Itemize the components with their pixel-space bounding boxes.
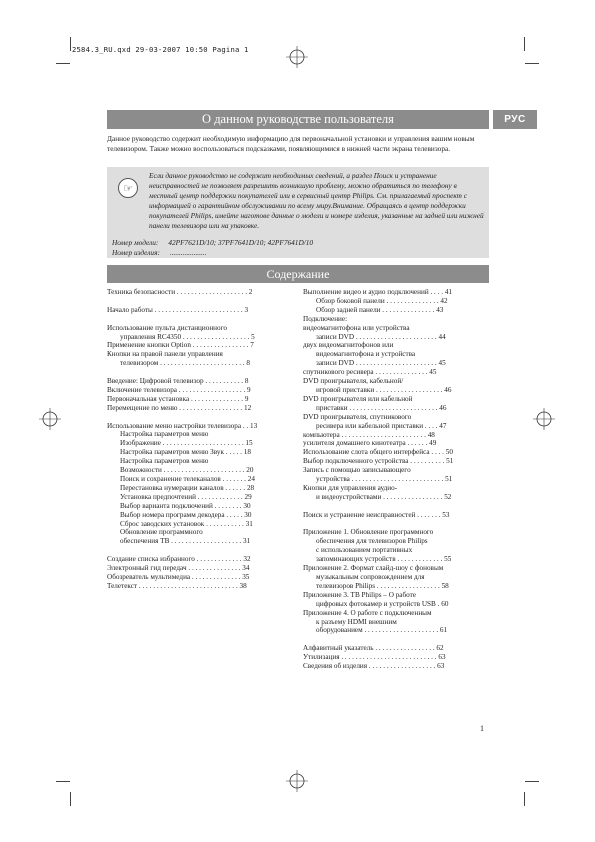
toc-entry[interactable]: обеспечения ТВ . . . . . . . . . . . . . . . . . . . . 31 [120, 537, 251, 546]
toc-entry[interactable]: оборудованием . . . . . . . . . . . . . . . . . . . . . 61 [316, 626, 448, 635]
toc-entry[interactable]: Перемещение по меню . . . . . . . . . . . . . . . . . . 12 [107, 403, 252, 412]
toc-entry[interactable]: записи DVD . . . . . . . . . . . . . . . . . . . . . . . 45 [316, 359, 446, 368]
toc-entry[interactable]: Установка предпочтений . . . . . . . . . . . . . 29 [120, 492, 252, 501]
toc-spacer [107, 368, 291, 377]
toc-entry[interactable]: Начало работы . . . . . . . . . . . . . . . . . . . . . . . . . 3 [107, 305, 249, 314]
page-number: 1 [480, 724, 484, 733]
registration-mark-icon [533, 408, 555, 430]
registration-mark-icon [286, 46, 308, 68]
toc-entry[interactable]: устройства . . . . . . . . . . . . . . . . . . . . . . . . . . 51 [316, 475, 453, 484]
toc-entry[interactable]: запоминающих устройств . . . . . . . . . . . . . 55 [316, 555, 452, 564]
toc-entry[interactable]: управления RC4350 . . . . . . . . . . . . . . . . . . . 5 [120, 332, 255, 341]
toc-title: Содержание [107, 265, 489, 283]
toc-entry[interactable]: Возможности . . . . . . . . . . . . . . . . . . . . . . . 20 [120, 466, 254, 475]
toc-entry[interactable]: DVD проигрывателя, кабельной/ [303, 377, 404, 386]
page-title: О данном руководстве пользователя [107, 110, 489, 129]
toc-entry[interactable]: Использование пульта дистанционного [107, 323, 227, 332]
model-info [112, 238, 482, 258]
model-label: Номер модели: [112, 238, 159, 247]
toc-entry[interactable]: DVD проигрывателя или кабельной [303, 394, 413, 403]
toc-entry[interactable]: компьютера . . . . . . . . . . . . . . . . . . . . . . . . 48 [303, 430, 435, 439]
toc-entry[interactable]: Утилизация . . . . . . . . . . . . . . . . . . . . . . . . . . . 63 [303, 653, 446, 662]
model-value: 42PF7621D/10; 37PF7641D/10; 42PF7641D/10 [168, 238, 314, 247]
toc-entry[interactable]: ресивера или кабельной приставки . . . . 47 [316, 421, 447, 430]
registration-mark-icon [39, 408, 61, 430]
toc-entry[interactable]: усилителя домашнего кинотеатра . . . . . . 49 [303, 439, 437, 448]
toc-entry[interactable]: Подключение: [303, 314, 348, 323]
toc-entry[interactable]: Выполнение видео и аудио подключений . . . . 41 [303, 288, 453, 296]
toc-entry[interactable]: Поиск и устранение неисправностей . . . . . . . 53 [303, 510, 450, 519]
toc-entry[interactable]: Телетекст . . . . . . . . . . . . . . . . . . . . . . . . . . . . 38 [107, 581, 247, 590]
toc-entry[interactable]: Выбор подключенного устройства . . . . . . . . . . 51 [303, 457, 454, 466]
toc-entry[interactable]: с использованием портативных [316, 546, 413, 555]
toc-entry[interactable]: Кнопки для управления аудио- [303, 483, 398, 492]
toc-entry[interactable]: Первоначальная установка . . . . . . . . . . . . . . . 9 [107, 394, 249, 403]
crop-mark [524, 792, 525, 806]
toc-entry[interactable]: к разъему HDMI внешним [316, 617, 397, 626]
print-slug: 2584.3_RU.qxd 29-03-2007 10:50 Pagina 1 [72, 45, 249, 54]
crop-mark [525, 781, 539, 782]
toc-entry[interactable]: Приложение 2. Формат слайд-шоу с фоновым [303, 564, 444, 573]
crop-mark [56, 781, 70, 782]
toc-spacer [303, 520, 487, 529]
toc-entry[interactable]: Выбор варианта подключений . . . . . . . . 30 [120, 501, 251, 510]
toc-spacer [303, 635, 487, 644]
toc-entry[interactable]: Настройка параметров меню [120, 430, 209, 439]
toc-entry[interactable]: Приложение 4. О работе с подключенным [303, 608, 432, 617]
toc-column-left [107, 288, 291, 591]
toc-entry[interactable]: Поиск и сохранение телеканалов . . . . . . . 24 [120, 474, 255, 483]
crop-mark [70, 792, 71, 806]
toc-entry[interactable]: Включение телевизора . . . . . . . . . . . . . . . . . . . 9 [107, 385, 251, 394]
toc-entry[interactable]: Сведения об изделия . . . . . . . . . . . . . . . . . . . 63 [303, 662, 445, 671]
registration-mark-icon [286, 770, 308, 792]
toc-entry[interactable]: музыкальным сопровождением для [316, 572, 425, 581]
product-value: .................... [169, 248, 207, 257]
toc-spacer [107, 546, 291, 555]
language-tab: РУС [493, 110, 537, 129]
toc-entry[interactable]: Применение кнопки Option . . . . . . . . . . . . . . . . 7 [107, 341, 254, 350]
toc-column-right [303, 288, 487, 671]
product-label: Номер изделия: [112, 248, 160, 257]
toc-entry[interactable]: Приложение 1. Обновление программного [303, 528, 434, 537]
toc-entry[interactable]: записи DVD . . . . . . . . . . . . . . . . . . . . . . . 44 [316, 332, 446, 341]
toc-entry[interactable]: приставки . . . . . . . . . . . . . . . . . . . . . . . . . 46 [316, 403, 447, 412]
toc-entry[interactable]: Настройка параметров меню [120, 457, 209, 466]
toc-entry[interactable]: видеомагнитофона или устройства [303, 323, 410, 332]
toc-entry[interactable]: обеспечения для телевизоров Philips [316, 537, 428, 546]
toc-entry[interactable]: игровой приставки . . . . . . . . . . . . . . . . . . . 46 [316, 385, 452, 394]
toc-entry[interactable]: Обзор боковой панели . . . . . . . . . . . . . . . 42 [316, 296, 448, 305]
toc-entry[interactable]: Сброс заводских установок . . . . . . . . . . . 31 [120, 519, 253, 528]
toc-entry[interactable]: Перестановка нумерации каналов . . . . . . 28 [120, 483, 255, 492]
note-box [107, 167, 489, 258]
toc-entry[interactable]: двух видеомагнитофонов или [303, 341, 394, 350]
toc-entry[interactable]: Обновление программного [120, 528, 203, 537]
toc-entry[interactable]: Электронный гид передач . . . . . . . . . . . . . . . 34 [107, 564, 250, 573]
crop-mark [70, 37, 71, 51]
toc-entry[interactable]: Техника безопасности . . . . . . . . . . . . . . . . . . . . 2 [107, 288, 253, 296]
toc-entry[interactable]: Обозреватель мультимедиа . . . . . . . . . . . . . . 35 [107, 572, 250, 581]
help-hand-icon: ☞ [118, 178, 138, 198]
toc-entry[interactable]: Запись с помощью записывающего [303, 466, 411, 475]
toc-entry[interactable]: телевизором . . . . . . . . . . . . . . . . . . . . . . . . 8 [120, 359, 250, 368]
toc-entry[interactable]: Обзор задней панели . . . . . . . . . . . . . . . 43 [316, 305, 444, 314]
toc-entry[interactable]: спутникового ресивера . . . . . . . . . . . . . . . 45 [303, 368, 437, 377]
intro-paragraph: Данное руководство содержит необходимую информацию для первоначальной установки и управления вашим новым телевизором. Также можно воспользоваться подсказками, появляющимися в нижней части экрана телевизора. [107, 134, 475, 153]
toc-entry[interactable]: Выбор номера программ декодера . . . . . 30 [120, 510, 252, 519]
toc-spacer [107, 297, 291, 306]
toc-entry[interactable]: DVD проигрывателя, спутникового [303, 412, 412, 421]
toc-entry[interactable]: и видеоустройствами . . . . . . . . . . . . . . . . . 52 [316, 492, 452, 501]
toc-entry[interactable]: телевизоров Philips . . . . . . . . . . . . . . . . . . 58 [316, 581, 449, 590]
toc-entry[interactable]: Изображение . . . . . . . . . . . . . . . . . . . . . . . 15 [120, 439, 253, 448]
toc-entry[interactable]: цифровых фотокамер и устройств USB . 60 [316, 599, 449, 608]
note-text: Если данное руководство не содержит необходимых сведений, а раздел Поиск и устранение неисправностей не позволяет разрешить возникшую проблему, можно обратиться по телефону в местный центр поддержки покупателей или в сервисный центр Philips. См. прилагаемый проспект с информацией о гарантийном обслуживании по всему миру.Внимание. Обращаясь в центр поддержки покупателей Philips, имейте наготове данные о модели и номере изделия, указанные на задней или нижней панели телевизора или на упаковке. [149, 171, 484, 230]
toc-entry[interactable]: видеомагнитофона и устройства [316, 350, 416, 359]
toc-entry[interactable]: Алфавитный указатель . . . . . . . . . . . . . . . . . 62 [303, 644, 444, 653]
crop-mark [524, 37, 525, 51]
toc-entry[interactable]: Введение: Цифровой телевизор . . . . . . . . . . . 8 [107, 377, 249, 386]
toc-spacer [107, 413, 291, 422]
crop-mark [525, 63, 539, 64]
toc-spacer [107, 315, 291, 324]
toc-spacer [303, 502, 487, 511]
toc-entry[interactable]: Настройка параметров меню Звук . . . . . 18 [120, 448, 251, 457]
toc-entry[interactable]: Использование меню настройки телевизора . . 13 [107, 421, 258, 430]
toc-entry[interactable]: Использование слота общего интерфейса . . . . 50 [303, 448, 453, 457]
toc-entry[interactable]: Приложение 3. ТВ Philips – О работе [303, 590, 416, 599]
crop-mark [56, 63, 70, 64]
toc-entry[interactable]: Кнопки на правой панели управления [107, 350, 223, 359]
toc-entry[interactable]: Создание списка избранного . . . . . . . . . . . . . 32 [107, 555, 251, 564]
